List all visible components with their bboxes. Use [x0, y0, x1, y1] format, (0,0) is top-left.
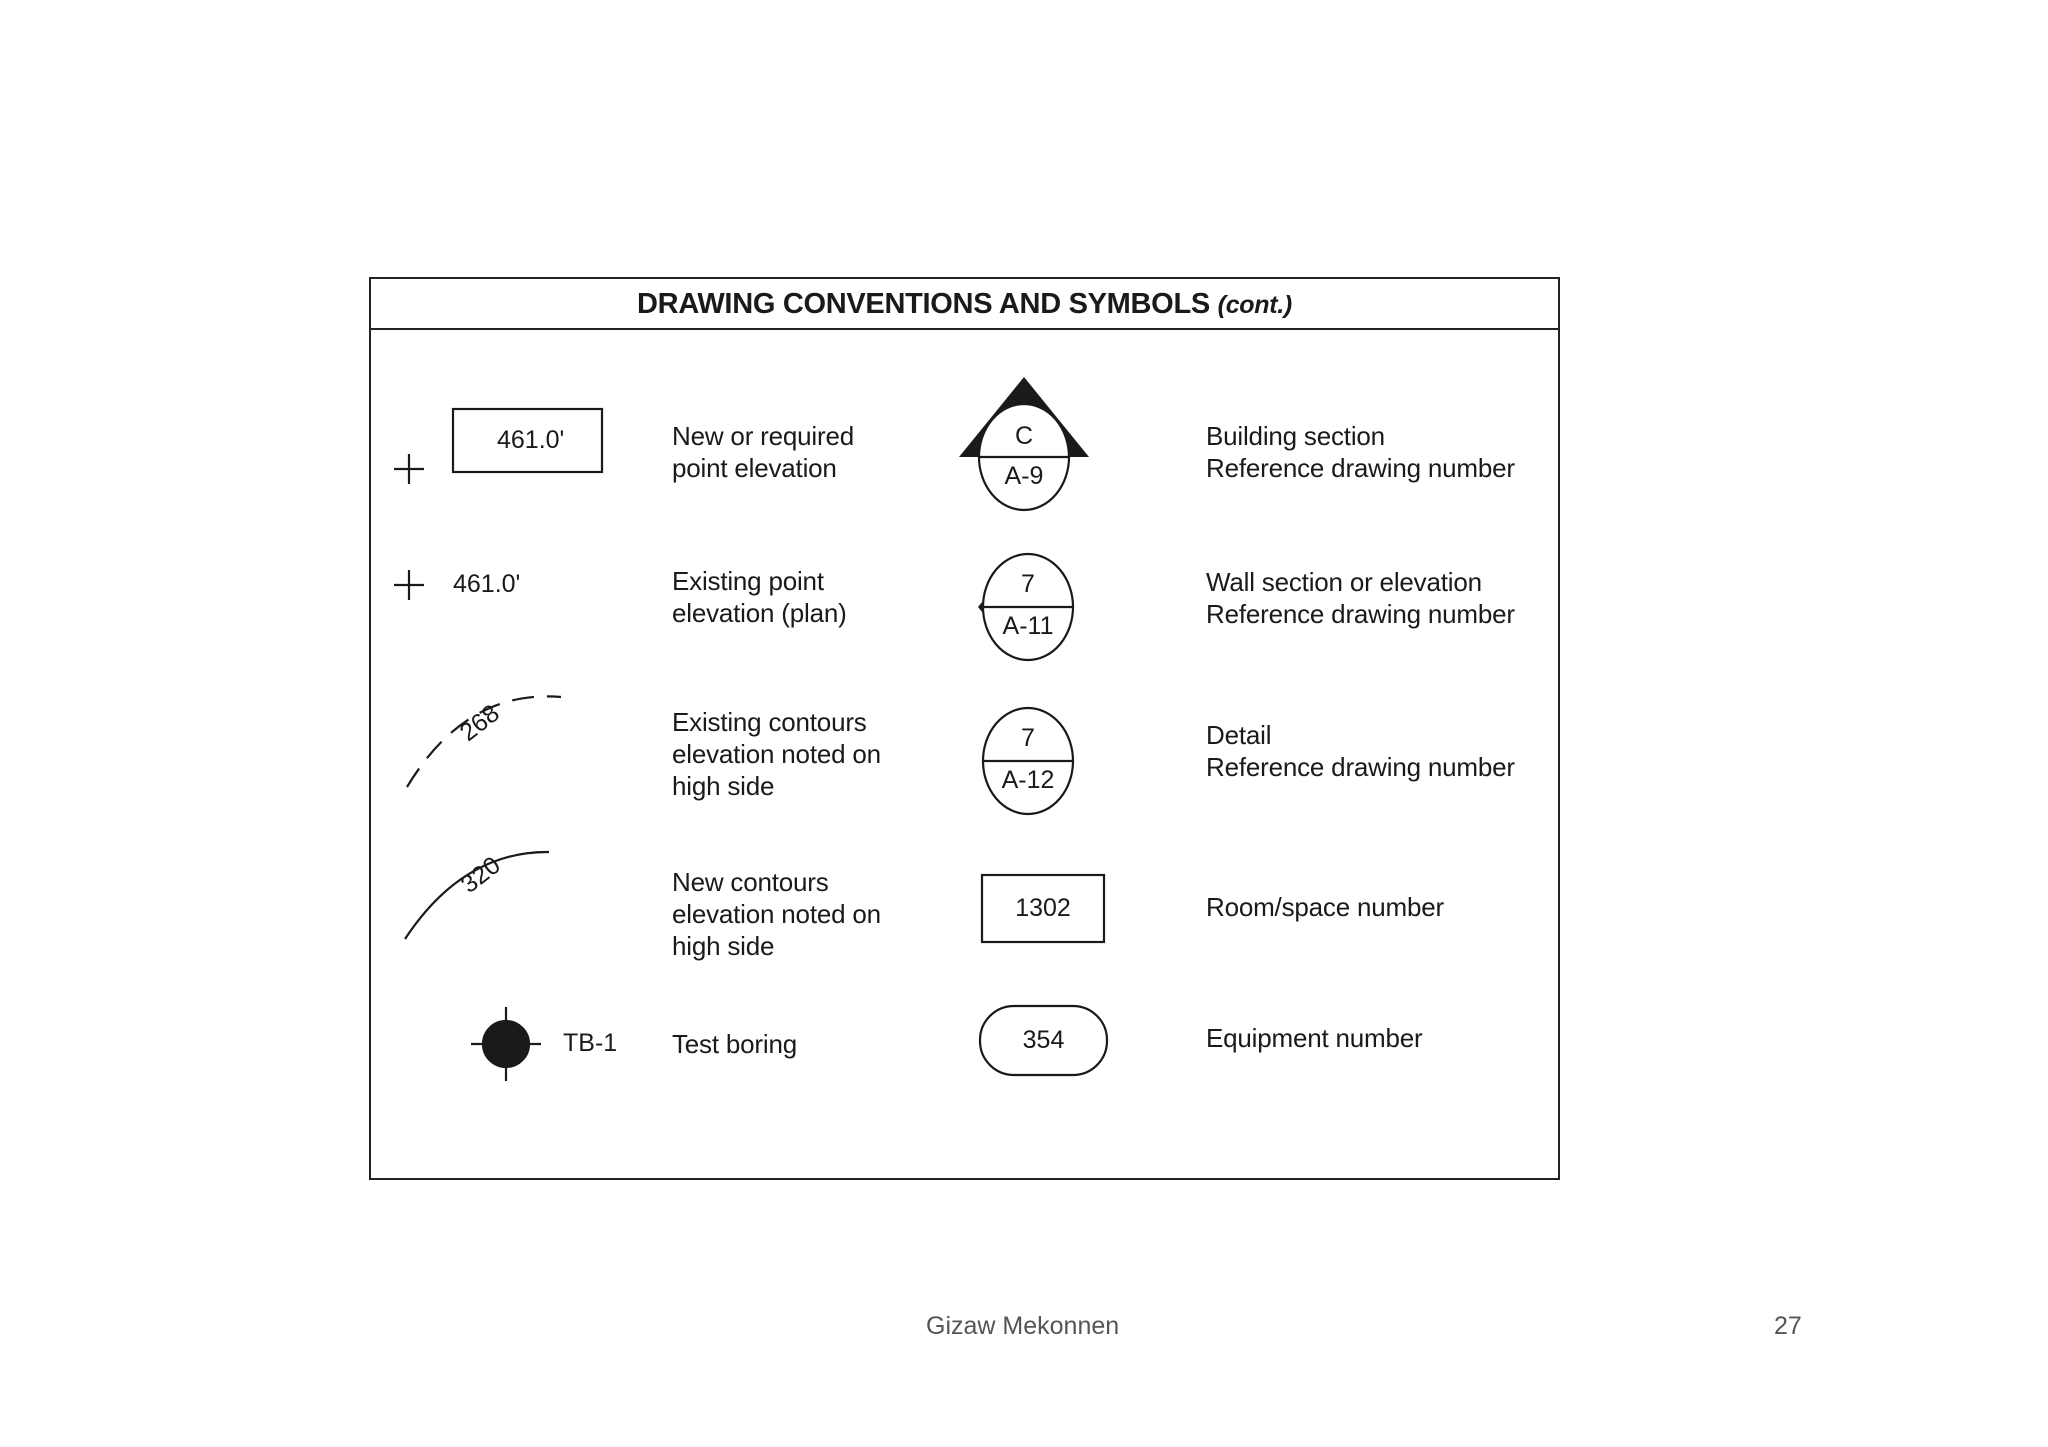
wall-section-bottom-label: A-11: [1002, 612, 1054, 640]
room-number-label: 1302: [1015, 894, 1071, 922]
footer-author: Gizaw Mekonnen: [926, 1312, 1120, 1340]
new-contour-label: 320: [455, 851, 506, 899]
test-boring-label: TB-1: [563, 1029, 618, 1057]
existing-point-elevation-symbol: [394, 570, 424, 600]
figure-title-suffix: (cont.): [1217, 291, 1292, 319]
wall-section-description: Wall section or elevation Reference drawing number: [1206, 567, 1515, 629]
symbols-figure: [369, 277, 1560, 1180]
page-number: 27: [1774, 1312, 1802, 1340]
existing-contour-description: Existing contours elevation noted on high side: [672, 707, 881, 801]
existing-point-elevation-description: Existing point elevation (plan): [672, 566, 847, 628]
test-boring-symbol: [471, 1007, 541, 1081]
existing-contour-label: 268: [454, 699, 505, 747]
detail-description: Detail Reference drawing number: [1206, 720, 1515, 782]
building-section-description: Building section Reference drawing number: [1206, 421, 1515, 483]
room-number-description: Room/space number: [1206, 892, 1444, 922]
detail-top-label: 7: [1021, 724, 1035, 752]
building-section-top-label: C: [1014, 422, 1034, 450]
new-contour-description: New contours elevation noted on high side: [672, 867, 881, 961]
existing-point-elevation-label: 461.0': [453, 570, 521, 598]
new-point-elevation-label: 461.0': [497, 426, 565, 454]
figure-title-text: DRAWING CONVENTIONS AND SYMBOLS: [637, 288, 1210, 320]
test-boring-description: Test boring: [672, 1029, 797, 1059]
equipment-number-description: Equipment number: [1206, 1023, 1423, 1053]
building-section-bottom-label: A-9: [1004, 462, 1044, 490]
equipment-number-label: 354: [1022, 1026, 1065, 1054]
wall-section-top-label: 7: [1021, 570, 1035, 598]
boring-dot: [483, 1021, 529, 1067]
new-point-elevation-description: New or required point elevation: [672, 421, 854, 483]
detail-bottom-label: A-12: [1001, 766, 1055, 794]
